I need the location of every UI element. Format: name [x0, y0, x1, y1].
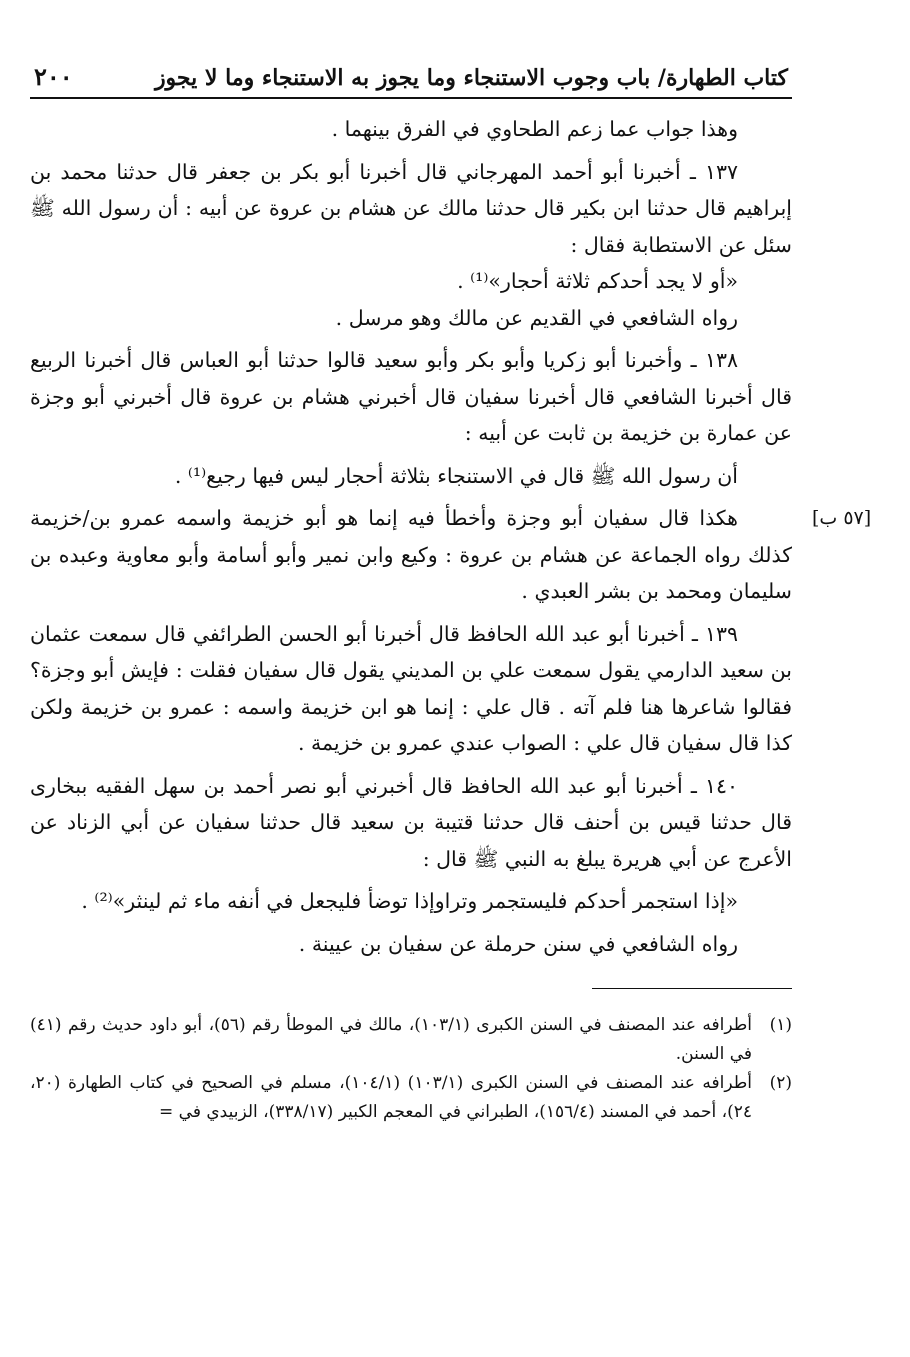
footnote-2 — [30, 1069, 792, 1127]
footnote-text: أطرافه عند المصنف في السنن الكبرى (١٠٣/١) (١٠٤/١)، مسلم في الصحيح في كتاب الطهارة (٢٠، ٢٤)، أحمد في المسند (١٥٦/٤)، الطبراني في المعجم الكبير (٣٣٨/١٧)، الزبيدي في = — [30, 1073, 753, 1122]
footnote-1 — [30, 1011, 792, 1069]
hadith-137: ١٣٧ ـ أخبرنا أبو أحمد المهرجاني قال أخبرنا أبو بكر بن جعفر قال حدثنا محمد بن إبراهيم قال حدثنا ابن بكير قال حدثنا مالك عن هشام بن عروة عن أبيه : أن رسول الله ﷺ سئل عن الاستطابة فقال : — [30, 159, 792, 257]
running-header — [30, 62, 792, 99]
hadith-138: ١٣٨ ـ وأخبرنا أبو زكريا وأبو بكر وأبو سعيد قالوا حدثنا أبو العباس قال أخبرنا الربيع قال أخبرنا الشافعي قال أخبرنا سفيان قال أخبرني هشام بن عروة قال أخبرني أبو وجزة عن عمارة بن خزيمة بن ثابت عن أبيه : — [30, 348, 792, 445]
footnote-number: (١) — [769, 1015, 792, 1035]
footnote-divider — [592, 988, 792, 989]
paragraph-3: «أو لا يجد أحدكم ثلاثة أحجار»⁽¹⁾ . — [457, 269, 738, 293]
hadith-140: ١٤٠ ـ أخبرنا أبو عبد الله الحافظ قال أخبرني أبو نصر أحمد بن سهل الفقيه ببخارى قال حدثنا قيس بن أحنف قال حدثنا قتيبة بن سعيد قال حدثنا سفيان عن أبي الزناد عن الأعرج عن أبي هريرة يبلغ به النبي ﷺ قال : — [30, 773, 792, 871]
footnote-text: أطرافه عند المصنف في السنن الكبرى (١٠٣/١)، مالك في الموطأ رقم (٥٦)، أبو داود حديث رقم (٤١) في السنن. — [30, 1015, 753, 1064]
main-text — [30, 111, 872, 962]
paragraph-4: رواه الشافعي في القديم عن مالك وهو مرسل . — [335, 305, 738, 330]
page-number: ٢٠٠ — [34, 62, 73, 91]
paragraph-1: وهذا جواب عما زعم الطحاوي في الفرق بينهما . — [331, 117, 738, 141]
manuscript-folio-marker: [٥٧ ب] — [812, 507, 872, 529]
footnotes — [30, 1011, 792, 1127]
paragraph-7: هكذا قال سفيان أبو وجزة وأخطأ فيه إنما هو أبو خزيمة واسمه عمرو بن/خزيمة كذلك رواه الجماعة عن هشام بن عروة : وكيع وابن نمير وأبو أسامة وأبو معاوية وعبده بن سليمان ومحمد بن بشر العبدي . — [30, 506, 792, 603]
paragraph-10: «إذا استجمر أحدكم فليستجمر وتراوإذا توضأ فليجعل في أنفه ماء ثم لينثر»⁽²⁾ . — [81, 889, 738, 913]
book-page — [30, 62, 872, 1127]
footnote-number: (٢) — [769, 1073, 792, 1093]
paragraph-6: أن رسول الله ﷺ قال في الاستنجاء بثلاثة أحجار ليس فيها رجيع⁽¹⁾ . — [174, 463, 738, 488]
paragraph-7-wrap — [30, 500, 872, 610]
paragraph-11: رواه الشافعي في سنن حرملة عن سفيان بن عيينة . — [298, 931, 738, 956]
hadith-139: ١٣٩ ـ أخبرنا أبو عبد الله الحافظ قال أخبرنا أبو الحسن الطرائفي قال سمعت عثمان بن سعيد الدارمي يقول سمعت علي بن المديني يقول قال سفيان فقلت : فإيش أبو وجزة؟ فقالوا شاعرها هنا فلم آته . قال علي : إنما هو ابن خزيمة واسمه : عمرو بن خزيمة ولكن كذا قال سفيان قال علي : الصواب عندي عمرو بن خزيمة . — [30, 621, 792, 755]
running-title: كتاب الطهارة/ باب وجوب الاستنجاء وما يجوز به الاستنجاء وما لا يجوز — [154, 65, 788, 91]
